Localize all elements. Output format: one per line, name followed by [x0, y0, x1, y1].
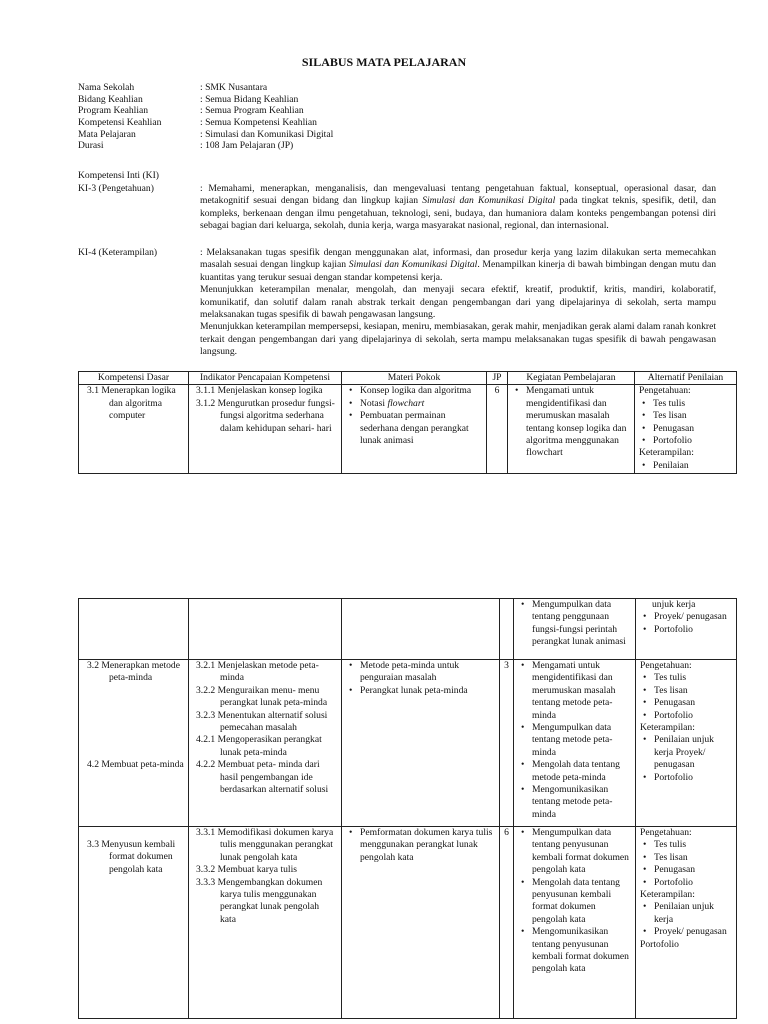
- info-row: [78, 82, 738, 94]
- ipk-item: 3.3.2 Membuat karya tulis: [196, 864, 297, 876]
- penilaian-heading: Pengetahuan:: [640, 660, 692, 671]
- penilaian-item: • Tes tulis: [640, 839, 732, 851]
- kd-cell: [79, 599, 189, 660]
- penilaian-item: • Penugasan: [640, 697, 732, 709]
- ipk-item: 4.2.1 Mengoperasikan perangkat lunak peta-minda: [196, 734, 322, 758]
- kegiatan-item: • Mengomunikasikan tentang metode peta-minda: [518, 784, 631, 821]
- kegiatan-item: • Mengamati untuk mengidentifikasi dan merumuskan masalah tentang metode peta-minda: [518, 660, 631, 722]
- materi-item: • Konsep logika dan algoritma: [346, 385, 482, 397]
- kd-text: 3.3 Menyusun kembali format dokumen pengolah kata: [87, 839, 176, 875]
- penilaian-item: • Proyek/ penugasan: [640, 926, 732, 938]
- info-label: Bidang Keahlian: [78, 93, 143, 105]
- penilaian-item: • Tes tulis: [639, 398, 732, 410]
- ki4-paragraph: Menunjukkan keterampilan mempersepsi, kesiapan, meniru, membiasakan, gerak mahir, menjadikan gerak alami dalam ranah konkret terkait dengan pengembangan dari yang dipelajarinya di sekolah, serta mampu melaksanakan tugas spesifik di bawah pengawasan langsung.: [200, 321, 716, 358]
- info-label: Mata Pelajaran: [78, 128, 136, 140]
- jp-cell: [500, 599, 514, 660]
- info-row: [78, 129, 738, 141]
- ipk-item: 3.2.1 Menjelaskan metode peta-minda: [196, 660, 319, 684]
- jp-cell: 6: [500, 827, 514, 1019]
- ipk-item: 3.1.2 Mengurutkan prosedur fungsi- fungsi algoritma sederhana dalam kehidupan sehari- hari: [196, 397, 335, 434]
- penilaian-item: • Portofolio: [640, 710, 732, 722]
- info-row: [78, 140, 738, 152]
- materi-item: • Metode peta-minda untuk penguraian masalah: [346, 660, 495, 685]
- ki4-paragraph: [200, 247, 716, 284]
- info-label: Durasi: [78, 140, 104, 152]
- kegiatan-item: • Mengumpulkan data tentang metode peta-minda: [518, 722, 631, 759]
- materi-cell: [342, 599, 500, 660]
- penilaian-cell: [636, 599, 737, 660]
- ki4-label: KI-4 (Keterampilan): [78, 247, 158, 258]
- kegiatan-item: • Mengumpulkan data tentang penggunaan fungsi-fungsi perintah perangkat lunak animasi: [518, 599, 631, 649]
- penilaian-item: • Proyek/ penugasan: [640, 611, 732, 623]
- materi-item: • Pembuatan permainan sederhana dengan perangkat lunak animasi: [346, 410, 482, 447]
- kd-cell: [79, 827, 189, 1019]
- penilaian-cell: [635, 385, 737, 474]
- ki3-text: [200, 183, 716, 233]
- kegiatan-cell: [514, 660, 636, 827]
- penilaian-cell: [636, 660, 737, 827]
- syllabus-table-continued: [78, 598, 737, 1019]
- ipk-item: 3.3.1 Memodifikasi dokumen karya tulis menggunakan perangkat lunak pengolah kata: [196, 827, 334, 863]
- jp-cell: 6: [487, 385, 508, 474]
- table-row: [79, 660, 737, 827]
- penilaian-item: • Tes tulis: [640, 672, 732, 684]
- ipk-item: 3.2.3 Menentukan alternatif solusi pemecahan masalah: [196, 709, 328, 734]
- ki4-text-b: . Menampilkan kinerja di bawah bimbingan dengan mutu dan kuantitas yang terukur sesuai dengan standar kompetensi kerja.: [200, 259, 717, 283]
- kegiatan-cell: [514, 599, 636, 660]
- materi-text: Notasi: [360, 397, 388, 409]
- materi-item: [346, 398, 482, 410]
- penilaian-item: • Tes lisan: [640, 685, 732, 697]
- kegiatan-item: • Mengomunikasikan tentang penyusunan kembali format dokumen pengolah kata: [518, 926, 631, 976]
- kegiatan-cell: [508, 385, 635, 474]
- materi-cell: [342, 827, 500, 1019]
- penilaian-cell: [636, 827, 737, 1019]
- materi-cell: [342, 660, 500, 827]
- ipk-item: 3.1.1 Menjelaskan konsep logika: [196, 385, 323, 397]
- info-row: [78, 94, 738, 106]
- penilaian-item: • Tes lisan: [639, 410, 732, 422]
- syllabus-table: [78, 371, 737, 474]
- materi-item: • Perangkat lunak peta-minda: [346, 685, 495, 697]
- kd-text: 3.2 Menerapkan metode peta-minda: [87, 660, 180, 684]
- penilaian-item: • Penilaian unjuk kerja Proyek/ penugasan: [640, 734, 732, 771]
- column-header: JP: [487, 372, 508, 385]
- ki3-label: KI-3 (Pengetahuan): [78, 183, 154, 194]
- column-header: Indikator Pencapaian Kompetensi: [189, 372, 342, 385]
- ipk-cell: [189, 599, 342, 660]
- info-value: : SMK Nusantara: [200, 82, 268, 93]
- info-row: [78, 105, 738, 117]
- ki4-text-a: : Melaksanakan tugas spesifik dengan menggunakan alat, informasi, dan prosedur kerja yang lazim dilakukan serta memecahkan masalah sesuai dengan lingkup kajian: [200, 247, 716, 271]
- penilaian-heading: Pengetahuan:: [640, 827, 692, 838]
- penilaian-heading: Pengetahuan:: [639, 385, 691, 397]
- ipk-item: 4.2.2 Membuat peta- minda dari hasil pengembangan ide berdasarkan alternatif solusi: [196, 759, 329, 796]
- info-value: : Semua Bidang Keahlian: [200, 93, 299, 105]
- kd-cell: [79, 660, 189, 827]
- kd-cell: [79, 385, 189, 474]
- penilaian-text: Portofolio: [640, 938, 679, 950]
- kd-text: 4.2 Membuat peta-minda: [87, 758, 184, 770]
- ipk-cell: [189, 827, 342, 1019]
- jp-cell: 3: [500, 660, 514, 827]
- info-row: [78, 117, 738, 129]
- penilaian-item: • Penilaian: [639, 460, 732, 472]
- ki3-subject: Simulasi dan Komunikasi Digital: [422, 195, 556, 207]
- ipk-item: 3.2.2 Menguraikan menu- menu perangkat lunak peta-minda: [196, 684, 328, 709]
- ki4-text: [200, 247, 716, 359]
- ki3-text-b: pada tingkat teknis, spesifik, detil, dan kompleks, berkenaan dengan ilmu pengetahuan, teknologi, seni, budaya, dan humaniora dalam konteks pengembangan potensi diri sebagai bagian dari keluarga, sekolah, dunia kerja, warga masyarakat nasional, regional, dan internasional.: [200, 195, 716, 232]
- penilaian-item: • Penugasan: [639, 423, 732, 435]
- penilaian-item: • Tes lisan: [640, 852, 732, 864]
- ki4-subject: Simulasi dan Komunikasi Digital: [348, 259, 478, 271]
- penilaian-heading: Keterampilan:: [639, 447, 694, 459]
- info-label: Nama Sekolah: [78, 82, 135, 93]
- kegiatan-item: • Mengamati untuk mengidentifikasi dan merumuskan masalah tentang konsep logika dan algoritma menggunakan flowchart: [512, 385, 630, 459]
- kegiatan-item: • Mengolah data tentang metode peta-minda: [518, 759, 631, 784]
- penilaian-item: • Portofolio: [639, 435, 732, 447]
- ki4-paragraph: Menunjukkan keterampilan menalar, mengolah, dan menyaji secara efektif, kreatif, produktif, kritis, mandiri, kolaboratif, komunikatif, dan solutif dalam ranah abstrak terkait dengan pengembangan dari yang dipelajarinya di sekolah, serta mampu melaksanakan tugas spesifik di bawah pengawasan langsung.: [200, 284, 716, 321]
- penilaian-heading: Keterampilan:: [640, 889, 695, 901]
- info-value: : Simulasi dan Komunikasi Digital: [200, 128, 334, 140]
- kd-text: 3.1 Menerapkan logika dan algoritma computer: [87, 385, 176, 422]
- ki-heading: Kompetensi Inti (KI): [78, 170, 159, 181]
- page-title: SILABUS MATA PELAJARAN: [301, 55, 467, 69]
- column-header: Alternatif Penilaian: [635, 372, 737, 385]
- info-value: : Semua Program Keahlian: [200, 105, 304, 117]
- info-label: Kompetensi Keahlian: [78, 117, 162, 129]
- materi-cell: [342, 385, 487, 474]
- table-header-row: [79, 372, 737, 385]
- kegiatan-item: • Mengolah data tentang penyusunan kembali format dokumen pengolah kata: [518, 877, 631, 927]
- penilaian-item: • Portofolio: [640, 624, 732, 636]
- ipk-cell: [189, 660, 342, 827]
- materi-item: • Pemformatan dokumen karya tulis menggunakan perangkat lunak pengolah kata: [346, 827, 495, 864]
- ki3-text-a: : Memahami, menerapkan, menganalisis, dan mengevaluasi tentang pengetahuan faktual, konseptual, operasional dasar, dan metakognitif sesuai dengan bidang dan lingkup kajian: [200, 183, 716, 207]
- column-header: Kompetensi Dasar: [79, 372, 189, 385]
- info-value: : Semua Kompetensi Keahlian: [200, 117, 317, 129]
- ipk-item: 3.3.3 Mengembangkan dokumen karya tulis menggunakan perangkat lunak pengolah kata: [196, 876, 323, 925]
- penilaian-item: • Portofolio: [640, 877, 732, 889]
- kegiatan-item: • Mengumpulkan data tentang penyusunan kembali format dokumen pengolah kata: [518, 827, 631, 877]
- penilaian-item: • Portofolio: [640, 772, 732, 784]
- penilaian-heading: Keterampilan:: [640, 722, 695, 734]
- table-row: [79, 827, 737, 1019]
- penilaian-text: unjuk kerja: [652, 599, 696, 610]
- table-row: [79, 385, 737, 474]
- penilaian-item: • Penugasan: [640, 864, 732, 876]
- table-row: [79, 599, 737, 660]
- materi-italic: flowchart: [387, 397, 425, 409]
- info-value: : 108 Jam Pelajaran (JP): [200, 140, 294, 152]
- column-header: Materi Pokok: [342, 372, 487, 385]
- column-header: Kegiatan Pembelajaran: [508, 372, 635, 385]
- school-info: [78, 82, 738, 152]
- penilaian-item: • Penilaian unjuk kerja: [640, 901, 732, 926]
- info-label: Program Keahlian: [78, 105, 149, 117]
- kegiatan-cell: [514, 827, 636, 1019]
- ipk-cell: [189, 385, 342, 474]
